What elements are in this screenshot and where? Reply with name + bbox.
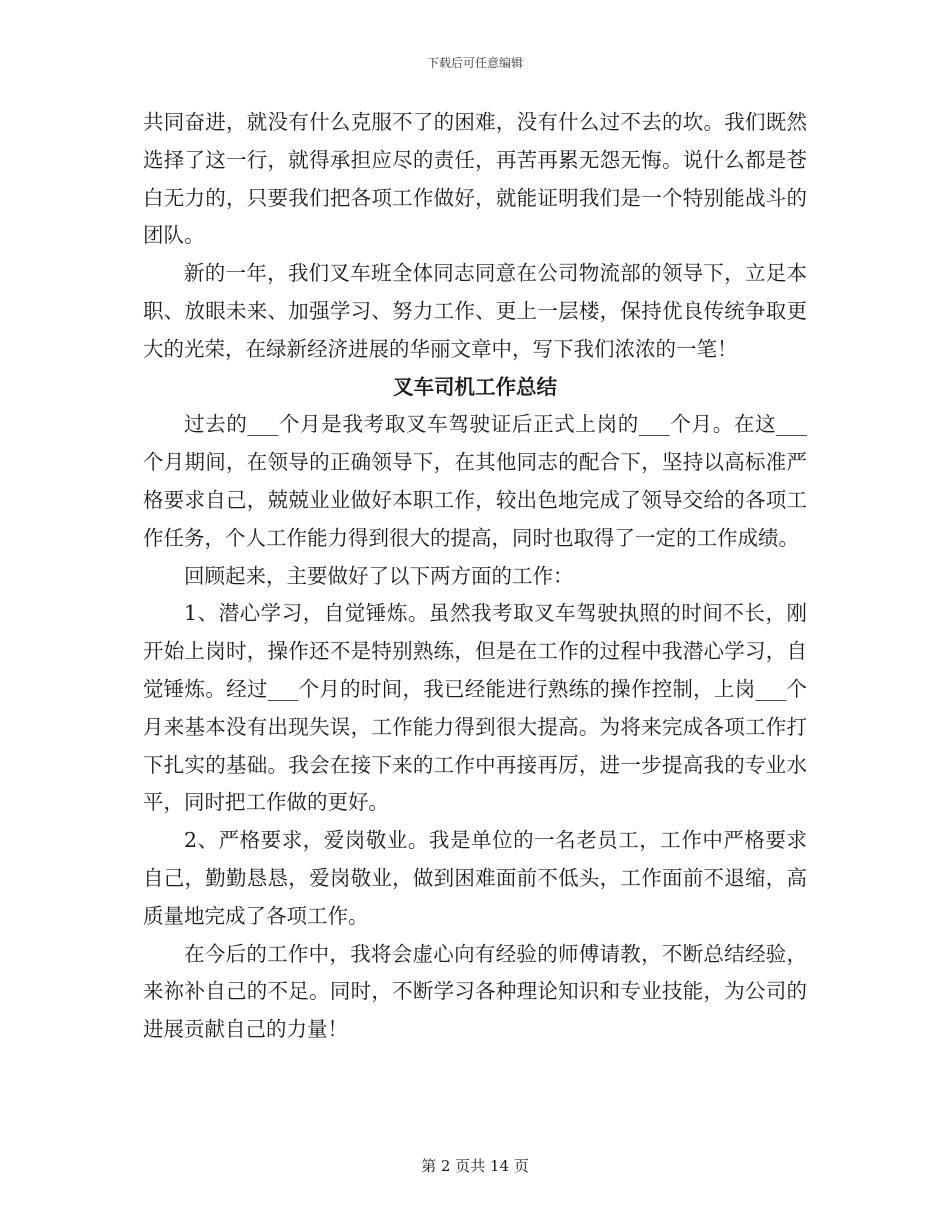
paragraph-point-2: 2、严格要求，爱岗敬业。我是单位的一名老员工，工作中严格要求自己，勤勤恳恳，爱岗敬业，做到困难面前不低头，工作面前不退缩，高质量地完成了各项工作。 bbox=[143, 828, 807, 928]
page-footer: 第 2 页共 14 页 bbox=[421, 1157, 529, 1175]
paragraph-new-year: 新的一年，我们叉车班全体同志同意在公司物流部的领导下，立足本职、放眼未来、加强学习、努力工作、更上一层楼，保持优良传统争取更大的光荣，在绿新经济进展的华丽文章中，写下我们浓浓的一笔！ bbox=[143, 261, 807, 361]
paragraph-future: 在今后的工作中，我将会虚心向有经验的师傅请教，不断总结经验，来祢补自己的不足。同时，不断学习各种理论知识和专业技能，为公司的进展贡献自己的力量！ bbox=[143, 941, 807, 1042]
document-body bbox=[143, 104, 807, 1049]
page-header: 下载后可任意编辑 bbox=[426, 56, 523, 70]
paragraph-continued: 共同奋进，就没有什么克服不了的困难，没有什么过不去的坎。我们既然选择了这一行，就得承担应尽的责任，再苦再累无怨无悔。说什么都是苍白无力的，只要我们把各项工作做好，就能证明我们是一个特别能战斗的团队。 bbox=[143, 110, 807, 248]
paragraph-point-1: 1、潜心学习，自觉锤炼。虽然我考取叉车驾驶执照的时间不长，刚开始上岗时，操作还不是特别熟练，但是在工作的过程中我潜心学习，自觉锤炼。经过___个月的时间，我已经能进行熟练的操作控制，上岗___个月来基本没有出现失误，工作能力得到很大提高。为将来完成各项工作打下扎实的基础。我会在接下来的工作中再接再厉，进一步提高我的专业水平，同时把工作做的更好。 bbox=[143, 601, 807, 815]
paragraph-intro: 过去的___个月是我考取叉车驾驶证后正式上岗的___个月。在这___个月期间，在领导的正确领导下，在其他同志的配合下，坚持以高标准严格要求自己，兢兢业业做好本职工作，较出色地完成了领导交给的各项工作任务，个人工作能力得到很大的提高，同时也取得了一定的工作成绩。 bbox=[143, 412, 807, 550]
paragraph-review: 回顾起来，主要做好了以下两方面的工作： bbox=[184, 563, 574, 588]
section-title: 叉车司机工作总结 bbox=[393, 374, 557, 399]
